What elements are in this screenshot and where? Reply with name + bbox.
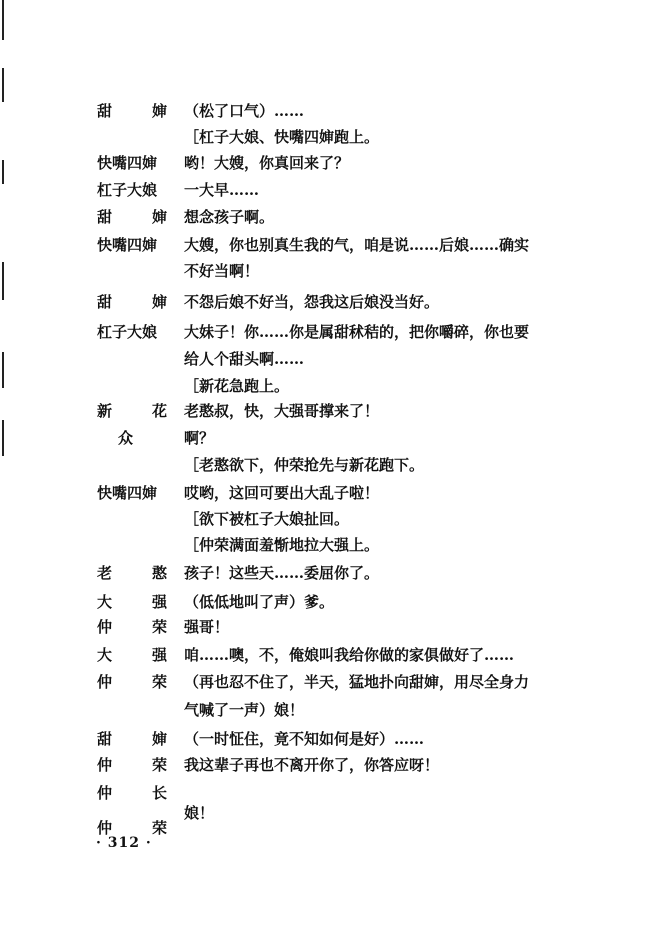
- script-line: [0, 258, 655, 284]
- script-line: [0, 98, 655, 124]
- speaker-name: 仲 荣: [97, 756, 167, 774]
- script-line: [0, 232, 655, 258]
- script-line: [0, 425, 655, 451]
- dialogue-text: 啊？: [184, 429, 215, 447]
- stage-direction: ［新花急跑上。: [184, 377, 290, 395]
- dialogue-text: 不好当啊！: [184, 262, 260, 280]
- dialogue-text: 老憨叔，快，大强哥撑来了！: [184, 402, 380, 420]
- dialogue-text: 气喊了一声）娘！: [184, 701, 305, 719]
- dialogue-text: 给人个甜头啊……: [184, 350, 305, 368]
- speaker-name: 甜 婶: [97, 293, 167, 311]
- script-line: [0, 398, 655, 424]
- dialogue-text: （再也忍不住了，半天，猛地扑向甜婶，用尽全身力: [184, 673, 530, 691]
- speaker-name: 仲 荣: [97, 819, 167, 837]
- script-line: [0, 373, 655, 399]
- script-line: [0, 669, 655, 695]
- speaker-name: 老 憨: [97, 564, 167, 582]
- script-line: [0, 346, 655, 372]
- script-line: [0, 480, 655, 506]
- speaker-name: 快嘴四婶: [97, 236, 158, 254]
- speaker-name: 新 花: [97, 402, 167, 420]
- stage-direction: ［杠子大娘、快嘴四婶跑上。: [184, 128, 380, 146]
- script-line: [0, 642, 655, 668]
- dialogue-text: 娘！: [184, 804, 215, 822]
- dialogue-text: 不怨后娘不好当，怨我这后娘没当好。: [184, 293, 440, 311]
- dialogue-text: 哟！大嫂，你真回来了？: [184, 154, 350, 172]
- stage-direction: ［仲荣满面羞惭地拉大强上。: [184, 536, 380, 554]
- stage-direction: ［欲下被杠子大娘扯回。: [184, 510, 350, 528]
- page-number: · 312 ·: [96, 835, 152, 851]
- script-line: [0, 506, 655, 532]
- speaker-name: 杠子大娘: [97, 323, 158, 341]
- speaker-name: 杠子大娘: [97, 181, 158, 199]
- speaker-name: 众: [118, 429, 134, 447]
- script-line: [0, 177, 655, 203]
- speaker-name: 快嘴四婶: [97, 484, 158, 502]
- dialogue-text: （一时怔住，竟不知如何是好）……: [184, 730, 425, 748]
- speaker-name: 大 强: [97, 593, 167, 611]
- script-line: [0, 204, 655, 230]
- script-line: [0, 697, 655, 723]
- script-line: [0, 452, 655, 478]
- script-line: [0, 150, 655, 176]
- script-line: [0, 614, 655, 640]
- speaker-name: 仲 荣: [97, 673, 167, 691]
- script-line: [0, 589, 655, 615]
- script-line: [0, 289, 655, 315]
- dialogue-text: 一大早……: [184, 181, 260, 199]
- dialogue-text: 大妹子！你……你是属甜秫秸的，把你嚼碎，你也要: [184, 323, 530, 341]
- script-line: [0, 752, 655, 778]
- speaker-name: 快嘴四婶: [97, 154, 158, 172]
- stage-direction: ［老憨欲下，仲荣抢先与新花跑下。: [184, 456, 425, 474]
- dialogue-text: 我这辈子再也不离开你了，你答应呀！: [184, 756, 440, 774]
- script-line: [0, 319, 655, 345]
- scan-edge-mark: [2, 68, 4, 102]
- script-line: [0, 532, 655, 558]
- dialogue-text: 想念孩子啊。: [184, 208, 275, 226]
- script-line: [0, 560, 655, 586]
- dialogue-text: （松了口气）……: [184, 102, 305, 120]
- dialogue-text: 大嫂，你也别真生我的气，咱是说……后娘……确实: [184, 236, 530, 254]
- dialogue-text: 强哥！: [184, 618, 230, 636]
- speaker-name: 仲 长: [97, 784, 167, 802]
- script-line: [0, 124, 655, 150]
- speaker-name: 甜 婶: [97, 730, 167, 748]
- scan-edge-mark: [2, 0, 4, 40]
- dialogue-text: 孩子！这些天……委屈你了。: [184, 564, 380, 582]
- script-line: [0, 726, 655, 752]
- dialogue-text: 咱……噢，不，俺娘叫我给你做的家俱做好了……: [184, 646, 515, 664]
- speaker-name: 大 强: [97, 646, 167, 664]
- speaker-name: 仲 荣: [97, 618, 167, 636]
- dialogue-text: （低低地叫了声）爹。: [184, 593, 335, 611]
- dialogue-text: 哎哟，这回可要出大乱子啦！: [184, 484, 380, 502]
- speaker-name: 甜 婶: [97, 208, 167, 226]
- speaker-name: 甜 婶: [97, 102, 167, 120]
